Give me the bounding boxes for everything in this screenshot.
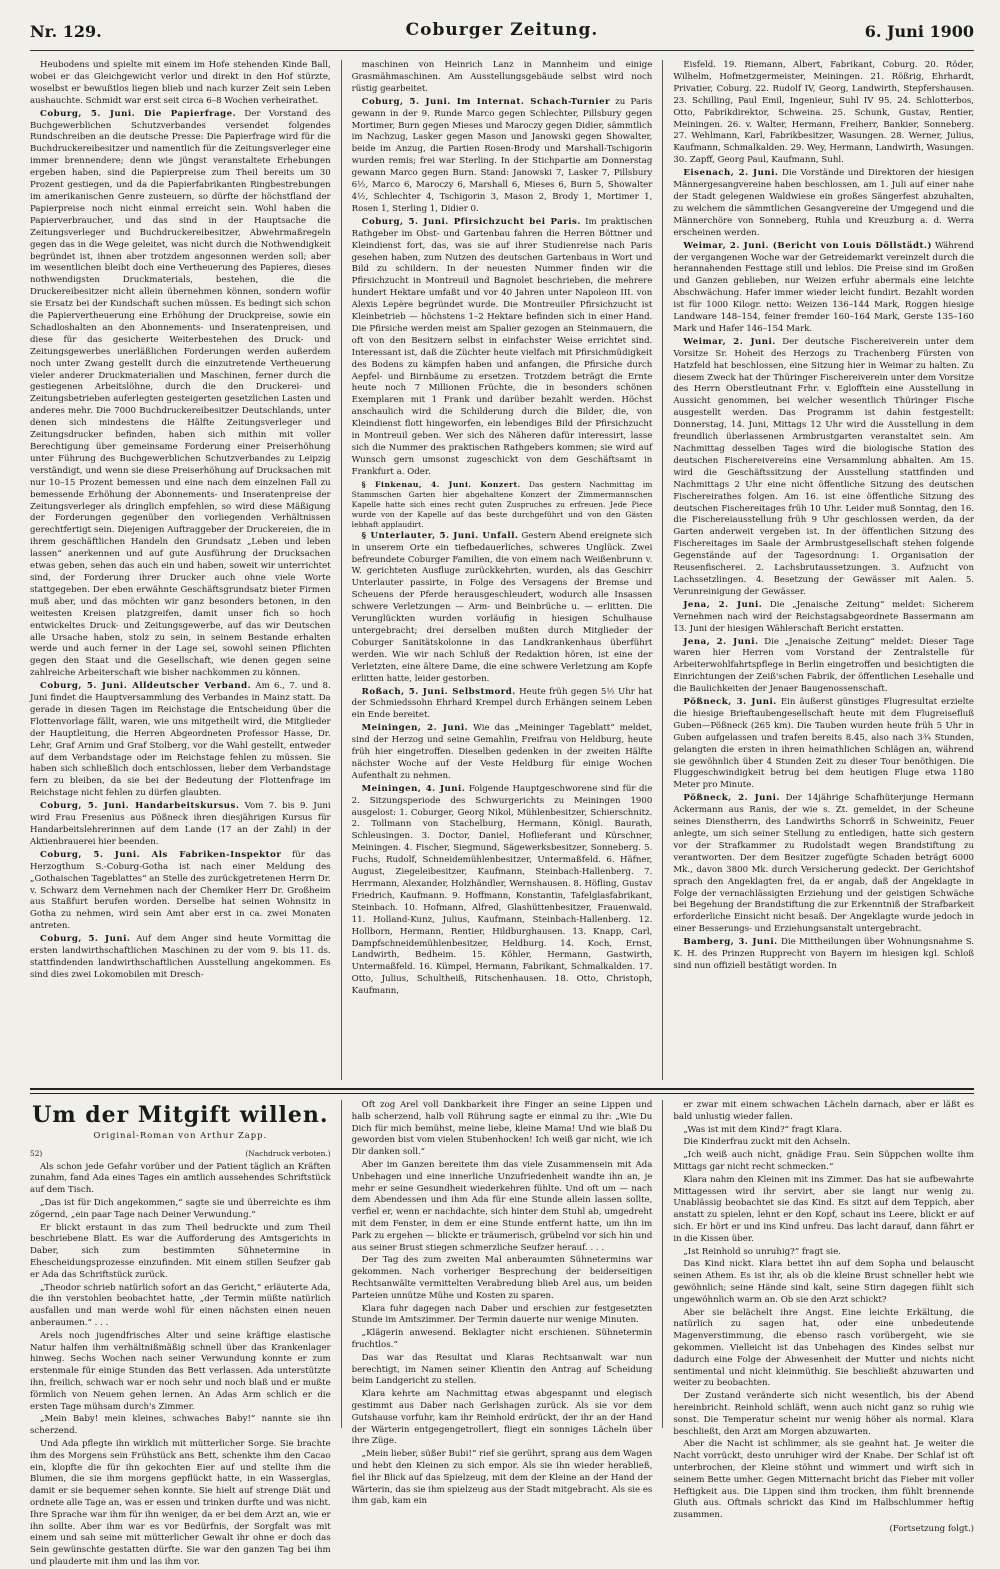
feuilleton-column-3 bbox=[673, 1100, 975, 1534]
article-paragraph bbox=[673, 697, 974, 792]
news-column-2 bbox=[352, 60, 653, 1080]
novel-paragraph: er zwar mit einem schwachen Lächeln darnach, aber er läßt es bald unlustig wieder fallen. bbox=[673, 1100, 975, 1122]
novel-paragraph: „Mein Baby! mein kleines, schwaches Baby!“ nannte sie ihn scherzend. bbox=[30, 1414, 331, 1437]
article-heading: Coburg, 5. Juni. Die Papierfrage. bbox=[40, 108, 237, 119]
novel-paragraph: Aber die Nacht ist schlimmer, als sie geahnt hat. Je weiter die Nacht vorrückt, desto unruhiger wird der Knabe. Der Schlaf ist oft unterbrochen, der Kleine stöhnt und wimmert und wirft sich in seinem Bette umher. Gegen Mitternacht bricht das Fieber mit voller Heftigkeit aus. Die Lippen sind ihm trocken, ihm fühlt brennende Gluth aus. Oftmals schrickt das Kind im Halbschlummer heftig zusammen. bbox=[673, 1439, 975, 1521]
novel-paragraph: Und Ada pflegte ihn wirklich mit mütterlicher Sorge. Sie brachte ihm des Morgens sein Frühstück ans Bett, schenkte ihm den Cacao ein, klopfte die für ihn gekochten Eier auf und stellte ihm die Blumen, die sie ihm morgens gepflückt hatte, in ein Wasserglas, damit er sie bequemer sehen konnte. Sie hielt auf strenge Diät und ordnete alle Tage an, was er essen und trinken durfte und was nicht. Ihre Sprache war ihm für ihn weniger, da er bei dem Arzt an, wie er ihn sollte. Aber ihm war es vor Bedürfnis, der Sorgfalt was mit einem und sah seine mit mütterlicher Gewalt ihr ohne er doch das Sein gewünschte gestatten dürfte. Sie war den ganzen Tag bei ihm und plauderte mit ihm und las ihm vor. bbox=[30, 1438, 331, 1567]
novel-paragraph: „Ich weiß auch nicht, gnädige Frau. Sein Süppchen wollte ihm Mittags gar nicht recht schmecken.“ bbox=[673, 1150, 975, 1172]
article-paragraph bbox=[30, 109, 331, 681]
novel-paragraph: Aber sie belächelt ihre Angst. Eine leichte Erkältung, die natürlich zu sagen hat, oder eine unbedeutende Magenverstimmung, die ebenso rasch vorübergeht, wie sie gekommen. Vielleicht ist das Unbehagen des Kindes selbst nur dadurch eine Folge der Abwesenheit der Mutter und nichts nicht sentimental und nicht kleinmüthig. Sie beschließt abzuwarten und weiter zu beobachten. bbox=[673, 1307, 975, 1389]
article-paragraph bbox=[352, 784, 653, 998]
article-heading: Jena, 2. Juni. bbox=[683, 599, 763, 610]
issue-date: 6. Juni 1900 bbox=[864, 22, 974, 41]
article-paragraph bbox=[673, 793, 974, 936]
article-paragraph bbox=[352, 531, 653, 686]
article-text: Eisfeld. 19. Riemann, Albert, Fabrikant, Coburg. 20. Röder, Wilhelm, Hofmetzgermeister, Meiningen. 21. Rößrig, Ehrhardt, Privatier, Coburg. 22. Rudolf IV, Georg, Landwirth, Stepfershausen. 23. Schilling, Paul Emil, Ingenieur, Suhl IV 95. 24. Schlotterbos, Otto, Fabrikdirektor, Schweina. 25. Schunk, Gustav, Rentier, Meiningen. 26. v. Walter, Hermann, Freiherr, Bankier, Sonneberg. 27. Wehlmann, Karl, Fabrikbesitzer, Wasungen. 28. Werner, Julius, Kaufmann, Schmalkalden. 29. Wey, Hermann, Landwirth, Wasungen. 30. Zapff, Georg Paul, Kaufmann, Suhl. bbox=[673, 60, 975, 166]
novel-paragraph: Die Kinderfrau zuckt mit den Achseln. bbox=[683, 1137, 851, 1148]
article-text: Während der vergangenen Woche war der Getreidemarkt vereinzelt durch die herannahenden Festtage still und leblos. Die Preise sind im Großen und Ganzen geblieben, nur Weizen erfuhr abermals eine leichte Abschwächung. Hafer immer wieder leicht fundirt. Bezahlt worden ist für 1000 Kilogr. netto: Weizen 136–144 Mark, Roggen hiesige Landware 148–154, feiner fremder 160–164 Mark, Gerste 135–160 Mark und Hafer 146–154 Mark. bbox=[673, 240, 975, 334]
column-divider bbox=[662, 1100, 663, 1428]
article-text: Am 6., 7. und 8. Juni findet die Hauptversammlung des Verbandes in Mainz statt. Da gerade in diesen Tagen im Reichstage die Entscheidung über die Flottenvorlage fällt, waren, wie uns mitgetheilt wird, die Mitglieder der Hauptleitung, die Herren Abgeordneten Professor Hasse, Dr. Lehr, Graf Arnim und Graf Stolberg, vor die Wahl gestellt, entweder auf dem Verbandstage oder im Reichstage fehlen zu müssen. Sie haben sich schließlich doch entschlossen, lieber dem Verbandstage fern zu bleiben, da sie bei der Bedeutung der Flottenfrage im Reichstage nicht fehlen zu dürfen glaubten. bbox=[30, 681, 331, 799]
masthead bbox=[30, 16, 974, 51]
novel-paragraph: „Klägerin anwesend. Beklagter nicht erschienen. Sühnetermin fruchtlos.“ bbox=[351, 1328, 653, 1350]
article-text: Der Vorstand des Buchgewerblichen Schutzverbandes versendet folgendes Rundschreiben an die deutsche Presse: Die Papierfrage wird für die Buchdruckereibesitzer und namentlich für die Zeitungsverleger eine immer brennendere; denn wie jüngst veranstaltete Erhebungen ergeben haben, sind die Papierpreise zum Theil bereits um 30 Prozent gestiegen, und da die Papierfabrikanten Ringbestrebungen im amerikanischen Genre zusteuern, so dürfte der höchstfland der Papierpreise noch nicht einmal erreicht sein. Wohl haben die Papierverbraucher, und das sind in der Hauptsache die Zeitungsverleger und Buchdruckereibesitzer, Abwehrmaßregeln gegen das in die Wege geleitet, was nicht durch die Nothwendigkeit begründet ist, ihnen aber trotzdem angesonnen werden soll; aber im wesentlichen bleibt doch eine Vertheuerung des Papieres, dieses nothwendigsten Druckmaterials, bestehen, die die Druckereibesitzer nicht allein übernehmen können, sondern wofür sie Ersatz bei der Kundschaft suchen müssen. Es bedingt sich schon die Papiervertheuerung eine Erhöhung der Druckpreise, sowie ein Schadloshalten an den Abonnements- und Inseratenpreisen, und diese für das gesicherte Weiterbestehen des Druck- und Zeitungsgewerbes unerläßlichen Forderungen werden außerdem noch unter Zwang gestellt durch die einzutretende Vertheuerung vieler anderer Druckmaterialien und Maschinen, ferner durch die gestiegenen Arbeitslöhne, durch die den Druckerei- und Zeitungsbetrieben auferlegten gesteigerten gesetzlichen Lasten und anderes mehr. Die 7000 Buchdruckereibesitzer Deutschlands, unter denen sich mindestens die Hälfte Zeitungsverleger und Zeitungsdrucker befinden, haben sich mithin mit voller Berechtigung über gemeinsame Forderung einer Preiserhöhung unter Führung des Buchgewerblichen Schutzverbandes zu Leipzig verständigt, und wenn sie diese Preiserhöhung auf Drucksachen mit nur 10–15 Prozent bemessen und eine nach dem einzelnen Fall zu bemessende Erhöhung der Abonnements- und Inseratenpreise der Zeitungsverleger als dringlich empfehlen, so wird diese Mäßigung der Forderungen gegenüber den vorliegenden Verhältnissen gerechtfertigt sein. Diejenigen Auftraggeber der Druckereien, die in ihrem geschäftlichen Handeln den Grundsatz „Leben und leben lassen“ anerkennen und auf gute Ausführung der Drucksachen etwas geben, sehen das auch ein und haben, soweit wir unterrichtet sind, der Forderung ihrer Drucker auch ohne viele Worte stattgegeben. Der eben erwähnte Geschäftsgrundsatz bieter Firmen muß aber, und das möchten wir ganz besonders betonen, in den weitesten Kreisen platzgreifen, damit unser fich so hoch entwickeltes Druck- und Zeitungsgewerbe, auf das wir Deutschen alle Ursache haben, stolz zu sein, in seinem Bestande erhalten werde und auch ferner in der Lage sei, sowohl seinen Pflichten gegen den Staat und die Gesellschaft, wie denen gegen seine zahlreiche Arbeiterschaft wie bisher nachkommen zu können. bbox=[30, 108, 331, 679]
article-heading: Weimar, 2. Juni. bbox=[683, 336, 776, 347]
article-paragraph bbox=[352, 97, 653, 216]
issue-number: Nr. 129. bbox=[30, 22, 102, 41]
newspaper-title: Coburger Zeitung. bbox=[405, 20, 599, 40]
novel-paragraph: „Mein lieber, süßer Bubi!“ rief sie gerührt, sprang aus dem Wagen und hebt den Kleinen zu sich empor. Als sie ihn wieder herabließ, fiel ihr Blick auf das Spielzeug, mit dem der Kleine an der Hand der Wärterin, das sie ihm spielzeug aus der Stadt mitgebracht. Als sie es ihm gab, kam ein bbox=[351, 1449, 653, 1507]
article-paragraph bbox=[673, 337, 974, 599]
article-text: Der 14jährige Schafhüterjunge Hermann Ackermann aus Ranis, der wie s. Zt. gemeldet, in der Scheune seines Dienstherrn, des Landwirths Schorrß in Schweinitz, Feuer anlegte, um sich seiner Stellung zu entledigen, hatte sich gestern vor der Strafkammer zu Rudolstadt wegen Brandstiftung zu verantworten. Der dem Besitzer zugefügte Schaden beträgt 6000 Mk., davon 3800 Mk. durch Versicherung gedeckt. Der Gerichtshof sprach den Angeklagten frei, da er angab, daß der Angeklagte in Folge der vernachlässigten Erziehung und der geistigen Schwäche bei Begehung der Brandstiftung die zur Erkenntniß der Strafbarkeit erforderliche Einsicht nicht besaß. Der Angeklagte wurde jedoch in einer Besserungs- und Erziehungsanstalt untergebracht. bbox=[673, 793, 975, 935]
article-heading: Weimar, 2. Juni. (Bericht von Louis Döllstädt.) bbox=[683, 240, 932, 251]
article-heading: Eisenach, 2. Juni. bbox=[683, 168, 779, 179]
column-divider bbox=[341, 1100, 342, 1428]
article-text: Die „Jenaische Zeitung“ meldet: Sicherem Vernehmen nach wird der Reichstagsabgeordnete Bassermann am 13. Juni der hiesigen Wählerschaft Bericht erstatten. bbox=[673, 599, 975, 634]
novel-paragraph: „Ist Reinhold so unruhig?“ fragt sie. bbox=[683, 1246, 841, 1257]
news-columns bbox=[30, 60, 974, 1080]
article-text: für das Herzogthum S.-Coburg-Gotha ist nach einer Meldung des „Gothaischen Tageblattes“ an Stelle des zurückgetretenen Herrn Dr. v. Schwarz dem Vernehmen nach der Chemiker Herr Dr. Großheim aus Staßfurt berufen worden. Derselbe hat seinen Wohnsitz in Gotha zu nehmen, wird sein Amt aber erst in ca. zwei Monaten antreten. bbox=[30, 849, 331, 932]
article-text: Die „Jenaische Zeitung“ meldet: Dieser Tage waren hier Herren vom Vorstand der Zentralstelle für Arbeiterwohlfahrtspflege in Berlin eingetroffen und besichtigten die Einrichtungen der Zeiß'schen Fabrik, der öffentlichen Lesehalle und die Baulichkeiten der Jenaer Baugenossenschaft. bbox=[673, 636, 975, 695]
article-text: Das gestern Nachmittag im Stammschen Garten hier abgehaltene Konzert der Zimmermannschen Kapelle hatte sich eines recht guten Zuspruches zu erfreuen. Jede Piece wurde von der Kapelle auf das beste durchgeführt und von den Gästen lebhaft applaudirt. bbox=[351, 479, 653, 529]
news-column-1 bbox=[30, 60, 331, 1080]
article-heading: Coburg, 5. Juni. Im Internat. Schach-Turnier bbox=[361, 96, 611, 107]
article-heading: Bamberg, 3. Juni. bbox=[683, 937, 778, 948]
article-paragraph bbox=[673, 637, 974, 697]
novel-paragraph: Als schon jede Gefahr vorüber und der Patient täglich an Kräften zunahm, fand Ada eines Tages ein amtlich aussehendes Schriftstück auf dem Tisch. bbox=[30, 1161, 331, 1196]
newspaper-page bbox=[30, 16, 975, 1567]
column-divider bbox=[341, 60, 342, 1080]
novel-paragraph: Arels noch jugendfrisches Alter und seine kräftige elastische Natur halfen ihm verhältnißmäßig schnell über das Krankenlager hinweg. Sechs Wochen nach seiner Verwundung konnte er zum erstenmale für einige Stunden das Bett verlassen. Ada unterstützte ihn, freilich, schwach war er noch sehr und noch blaß und er mußte förmlich von Neuem gehen lernen. An Adas Arm schlich er die ersten Tage mühsam durch's Zimmer. bbox=[30, 1330, 331, 1412]
article-heading: Coburg, 5. Juni. Als Fabriken-Inspektor bbox=[40, 849, 282, 860]
novel-title: Um der Mitgift willen. bbox=[32, 1102, 329, 1128]
article-heading: Coburg, 5. Juni. Handarbeitskursus. bbox=[40, 801, 240, 812]
article-heading: Coburg, 5. Juni. Alldeutscher Verband. bbox=[40, 681, 252, 692]
article-paragraph bbox=[673, 600, 974, 636]
article-heading: Roßach, 5. Juni. Selbstmord. bbox=[361, 686, 516, 697]
article-paragraph bbox=[30, 60, 331, 108]
article-text: Gestern Abend ereignete sich in unserem Orte ein tiefbedauerliches, schweres Unglück. Zwei befreundete Coburger Familien, die von einem nach Weißenbrunn v. W. gerichteten Ausfluge zurückkehrten, wurden, als das Geschirr Unterlauter passirte, in Folge des Versagens der Bremse und Scheuens der Pferde herausgeschleudert, wodurch alle Insassen schwere Verletzungen — Arm- und Beinbrüche u. — erlitten. Die Verunglückten wurden vorläufig in hiesigen Schulhause untergebracht; drei derselben mußten durch Mitglieder der Coburger Sanitätskolonne in das Landkrankenhaus überführt werden. Wie wir nach Schluß der Redaktion hören, ist eine der Verletzten, eine ältere Dame, die eine schwere Verletzung am Kopfe erlitten hatte, leider gestorben. bbox=[351, 530, 653, 684]
novel-paragraph: „Was ist mit dem Kind?“ fragt Klara. bbox=[683, 1124, 843, 1135]
novel-paragraph: Er blickt erstaunt in das zum Theil bedruckte und zum Theil beschriebene Blatt. Es war die Aufforderung des Amtsgerichts in Daber, sich zum bestimmten Sühnetermine in Ehescheidungsprozesse einzufinden. Mit einem stillen Seufzer gab er Ada das Schriftstück zurück. bbox=[30, 1222, 331, 1280]
article-paragraph bbox=[30, 801, 331, 849]
article-paragraph bbox=[673, 168, 974, 239]
article-paragraph bbox=[673, 241, 974, 336]
novel-paragraph: „Das ist für Dich angekommen,“ sagte sie und überreichte es ihm zögernd, „ein paar Tage nach Deiner Verwundung.“ bbox=[30, 1197, 331, 1220]
novel-meta bbox=[30, 1148, 331, 1160]
article-text: Heubodens und spielte mit einem im Hofe stehenden Kinde Ball, wobei er das Gleichgewicht verlor und direkt in den Hof stürzte, woselbst er bewußtlos liegen blieb und nach kurzer Zeit sein Leben aushauchte. Schmidt war erst seit circa 6–8 Wochen verheirathet. bbox=[30, 60, 331, 106]
article-heading: § Unterlauter, 5. Juni. Unfall. bbox=[361, 530, 519, 541]
feuilleton-section bbox=[30, 1100, 975, 1567]
article-paragraph bbox=[673, 60, 974, 167]
article-text: Ein äußerst günstiges Flugresultat erzielte die hiesige Brieftaubengesellschaft heute mit dem Flugreisefluß Guben—Pößneck (265 km). Die Tauben wurden heute früh 5 Uhr in Guben aufgelassen und trafen bereits 8.45, also nach 3¾ Stunden, gelangten die ersten in ihren heimathlichen Schlägen an, während sie gewöhnlich über 4 Stunden Zeit zu dieser Tour benöthigen. Die Fluggeschwindigkeit betrug bei dem heutigen Fluge etwa 1180 Meter pro Minute. bbox=[673, 697, 975, 791]
article-heading: Coburg, 5. Juni. Pfirsichzucht bei Paris. bbox=[361, 216, 581, 227]
article-paragraph bbox=[352, 60, 653, 96]
feuilleton-column-2 bbox=[351, 1100, 653, 1507]
article-paragraph bbox=[30, 934, 331, 982]
article-text: Der deutsche Fischereiverein unter dem Vorsitze Sr. Hoheit des Herzogs zu Trachenberg Fürsten von Hatzfeld hat beschlossen, eine Sitzung hier in Weimar zu halten. Zu diesem Zweck hat der Thüringer Fischereiverein unter dem Vorsitze des Herrn Oberstleutnant Frhr. v. Eglofftein eine Ausstellung in Aussicht genommen, bei welcher wesentlich Thüringer Fische ausgestellt werden. Das Programm ist dahin festgestellt: Donnerstag, 14. Juni, Mittags 12 Uhr wird die Ausstellung in dem freundlich überlassenen Armbrustgarten veranstaltet sein. Am Nachmittag desselben Tages wird die biologische Station des deutschen Fischereivereins eine Versammlung abhalten. Am 15. wird die Geschäftssitzung der Ausstellung stattfinden und Nachmittags 2 Uhr eine nicht öffentliche Sitzung des deutschen Fischereirathes folgen. Am 16. ist eine öffentliche Sitzung des deutschen Fischereitages früh 10 Uhr. Leider muß Sonntag, den 16. die Fischereiausstellung früh 9 Uhr geschlossen werden, da der Garten anderweit vergeben ist. In der öffentlichen Sitzung des Fischereitages im Saale der Armbrustgesellschaft stehen folgende Gegenstände auf der Tagesordnung: 1. Organisation der Reusenfischerei. 2. Lachsbrutaussetzungen. 3. Aufzucht von Lachssetzlingen. 4. Besetzung der Gewässer mit Aalen. 5. Verunreinigung der Gewässer. bbox=[673, 336, 975, 597]
article-paragraph bbox=[352, 217, 653, 479]
article-text: Die Mittheilungen über Wohnungsnahme S. K. H. des Prinzen Rupprecht von Bayern im hiesigen kgl. Schloß sind nun offiziell bestätigt worden. In bbox=[673, 937, 975, 971]
article-heading: Pößneck, 3. Juni. bbox=[683, 697, 777, 708]
article-text: Heute früh gegen 5½ Uhr hat der Schmiedssohn Ehrhard Krempel durch Erhängen seinem Leben ein Ende bereitet. bbox=[351, 686, 653, 721]
article-paragraph bbox=[30, 850, 331, 933]
feuilleton-divider bbox=[30, 1088, 974, 1094]
episode-number: 52) bbox=[30, 1148, 43, 1158]
article-text: zu Paris gewann in der 9. Runde Marco gegen Schlechter, Pillsbury gegen Mortimer, Burn gegen Mieses und Maroczy gegen Didier, sämmtlich im Nachzug, Lasker gegen Mason und Janowski gegen Showalter, beide im Anzug, die Partien Rosen-Brody und Marshall-Tschigorin wurden remis; frei war Sterling. In der Stichpartie am Donnerstag gewann Marco gegen Burn. Stand: Janowski 7, Lasker 7, Pillsbury 6½, Marco 6, Maroczy 6, Marshall 6, Mieses 6, Burn 5, Showalter 4½, Schlechter 4, Tschigorin 3, Mason 2, Brody 1, Mortimer 1, Rosen 1, Sterling 1, Didier 0. bbox=[351, 96, 653, 214]
continuation-note: (Fortsetzung folgt.) bbox=[889, 1523, 975, 1534]
novel-paragraph: Das war das Resultat und Klaras Rechtsanwalt war nun berechtigt, im Namen seiner Klientin den Antrag auf Scheidung beim Landgericht zu stellen. bbox=[351, 1352, 653, 1387]
news-column-3 bbox=[673, 60, 974, 1080]
novel-paragraph: Klara kehrte am Nachmittag etwas abgespannt und elegisch gestimmt aus Daber nach Gerlshagen zurück. Als sie vor dem Gutshause vorfuhr, kam ihr Reinhold erdrückt, der ihr an der Hand der Wärterin entgegengetrollert, fliegt ein sonniges Lächeln über ihre Züge. bbox=[351, 1389, 653, 1447]
feuilleton-column-1 bbox=[30, 1100, 331, 1567]
article-text: Folgende Hauptgeschworene sind für die 2. Sitzungsperiode des Schwurgerichts zu Meiningen 1900 ausgelost: 1. Coburger, Georg Nikol, Mühlenbesitzer, Schierschnitz. 2. Tollmann von Stachelburg, Hermann, Königl. Baurath, Schleusingen. 3. Doctor, Daniel, Hoflieferant und Kürschner, Meiningen. 4. Fischer, Siegmund, Sägewerksbesitzer, Sonneberg. 5. Fuchs, Rudolf, Schneidemühlenbesitzer, Untermaßfeld. 6. Häfner, August, Ziegeleibesitzer, Kaufmann, Steinbach-Hallenberg. 7. Herrmann, Alexander, Holzhändler, Wernshausen. 8. Höfling, Gustav Friedrich, Kaufmann. 9. Hoffmann, Konstantin, Tafelglasfabrikant, Steinbach. 10. Hofmann, Alfred, Glashüttenbesitzer, Frauenwald. 11. Holland-Kunz, Julius, Kaufmann, Steinbach-Hallenberg. 12. Hollborn, Hermann, Rentier, Hildburghausen. 13. Knapp, Carl, Dampfschneidemühlenbesitzer, Heldburg. 14. Koch, Ernst, Landwirth, Bedheim. 15. Köhler, Hermann, Gastwirth, Untermaßfeld. 16. Kümpel, Hermann, Fabrikant, Schmalkalden. 17. Otto, Julius, Schultheiß, Ritschenhausen. 18. Otto, Christoph, Kaufmann, bbox=[351, 783, 653, 997]
novel-paragraph: Der Tag des zum zweiten Mal anberaumten Sühnetermins war gekommen. Nach vorheriger Besprechung der beiderseitigen Rechtsanwälte vermittelten Verabredung blieb Arel aus, um beiden Parteien unnütze Mühe und Kosten zu sparen. bbox=[351, 1255, 653, 1301]
article-heading: § Finkenau, 4. Juni. Konzert. bbox=[361, 479, 521, 489]
article-heading: Pößneck, 2. Juni. bbox=[683, 793, 780, 804]
article-heading: Jena, 2. Juni. bbox=[683, 636, 759, 647]
article-heading: Meiningen, 2. Juni. bbox=[361, 723, 469, 734]
reprint-notice: (Nachdruck verboten.) bbox=[245, 1148, 331, 1158]
column-divider bbox=[662, 60, 663, 1080]
article-heading: Meiningen, 4. Juni. bbox=[361, 783, 466, 794]
article-paragraph bbox=[352, 480, 653, 530]
novel-paragraph: Der Zustand veränderte sich nicht wesentlich, bis der Abend hereinbricht. Reinhold schläft, wenn auch nicht ganz so ruhig wie sonst. Die Temperatur scheint nur wenig höher als normal. Klara beschließt, den Arzt am Morgen abzuwarten. bbox=[673, 1391, 975, 1437]
novel-paragraph: Klara nahm den Kleinen mit ins Zimmer. Das hat sie aufbewahrte Mittagessen wird ihr servirt, aber sie langt nur wenig zu. Unablässig beobachtet sie das Kind. Es sitzt auf dem Teppich, aber anstatt zu spielen, lehnt er den Kopf, schaut ins Leere, blickt er auf sich. Er hört er und ins Kind unfreu. Das lacht darauf, dann fährt er in die Kissen über. bbox=[673, 1174, 975, 1244]
article-paragraph bbox=[673, 937, 974, 973]
article-text: Die Vorstände und Direktoren der hiesigen Männergesangvereine haben beschlossen, am 1. Juli auf einer nahe der Stadt gelegenen Waldwiese ein großes Sängerfest abzuhalten, zu welchem die sämmtlichen Gesangvereine der Umgegend und die Männerchöre von Sonneberg, Ruhla und Kreuzburg a. d. Werra erscheinen werden. bbox=[673, 168, 975, 238]
novel-paragraph: Das Kind nickt. Klara bettet ihn auf dem Sopha und belauscht seinen Athem. Es ist ihr, als ob die kleine Brust schneller hebt wie gewöhnlich; seine Hände sind kalt, seine Stirn dagegen fühlt sich ungewöhnlich warm an. Ob sie den Arzt schickt? bbox=[673, 1259, 975, 1305]
article-text: Auf dem Anger sind heute Vormittag die ersten landwirthschaftlichen Maschinen zu der vom 9. bis 11. ds. stattfindenden landwirthschaftlichen Ausstellung angekommen. Es sind dies zwei Lokomobilen mit Dresch- bbox=[30, 934, 331, 980]
novel-paragraph: Oft zog Arel voll Dankbarkeit ihre Finger an seine Lippen und halb scherzend, halb voll Rührung sagte er einmal zu ihr: „Wie Du Dich für mich bemühst, meine liebe, kleine Mama! Und wie blaß Du geworden bist vom vielen Stubenhocken! Ich weiß gar nicht, wie ich Dir danken soll.“ bbox=[351, 1100, 653, 1158]
article-text: Vom 7. bis 9. Juni wird Frau Fresenius aus Pößneck ihren diesjährigen Kursus für Handarbeitslehrerinnen auf dem Lande (17 an der Zahl) in der Aktienbrauerei hier beenden. bbox=[30, 801, 331, 847]
novel-paragraph: „Theodor schrieb natürlich sofort an das Gericht,“ erläuterte Ada, die ihn verstohlen beobachtet hatte, „der Termin müßte natürlich ausfallen und man werde wohl für einen nächsten einen neuen anberaumen.“ . . . bbox=[30, 1282, 331, 1328]
novel-subtitle: Original-Roman von Arthur Zapp. bbox=[93, 1130, 268, 1140]
article-text: maschinen von Heinrich Lanz in Mannheim und einige Grasmähmaschinen. Am Ausstellungsgebäude selbst wird noch rüstig gearbeitet. bbox=[351, 60, 653, 94]
article-paragraph bbox=[352, 723, 653, 783]
article-text: Wie das „Meininger Tageblatt“ meldet, sind der Herzog und seine Gemahlin, Freifrau von Heldburg, heute früh hier eingetroffen. Dieselben gedenken in der zweiten Hälfte nächster Woche auf der Veste Heldburg für einige Wochen Aufenthalt zu nehmen. bbox=[351, 723, 653, 781]
article-text: Im praktischen Rathgeber im Obst- und Gartenbau fahren die Herren Böttner und Kleindienst fort, das, was sie auf ihrer Studienreise nach Paris gesehen haben, zum Nutzen des deutschen Gartenbaus in Wort und Bild zu schildern. In der neuesten Nummer finden wir die Pfirsichzucht in Montreuil und Bagnolet beschrieben, die mehrere hundert Hektare umfaßt und vor 40 Jahren unter Napoleon III. von Alexis Lepère begründet wurde. Die Montreuiler Pfirsichzucht ist Kleinbetrieb — höchstens 1–2 Hektare befinden sich in einer Hand. Die Pfirsiche werden meist am Spalier gezogen an Steinmauern, die oft von den Besitzern selbst in einfachster Weise errichtet sind. Interessant ist, daß die Züchter heute vielfach mit Pfirsichmüdigkeit des Bodens zu kämpfen haben und anfangen, die Pfirsiche durch Aepfel- und Birnbäume zu ersetzen. Trotzdem beträgt die Ernte heute noch 7 Millionen Früchte, die in besonders schönen Exemplaren mit 1 Frank und darüber bezahlt werden. Höchst anschaulich wird die Schilderung durch die Bilder, die, von Kleindienst flott hingeworfen, ein lebendiges Bild der Pfirsichzucht in Montreuil geben. Wer sich des Näheren dafür interessirt, lasse sich die Nummer des praktischen Rathgebers kommen; sie wird auf Wunsch gern umsonst zugeschickt von dem Geschäftsamt in Frankfurt a. Oder. bbox=[351, 216, 653, 477]
novel-paragraph: Aber im Ganzen bereitete ihm das viele Zusammensein mit Ada Unbehagen und eine innerliche Unzufriedenheit wandte ihn an, je mehr er seine Gesundheit wiederkehren fühlte. Und oft um — nach dem Abendessen und ihm Ada für eine Stunde allein lassen sollte, verfiel er, wenn er nachdachte, sich hinter dem Stuhl ab, umgedreht mit dem Fenster, in dem er eine Stunde entfernt hatte, um ihn im Park zu ergehen — blickte er träumerisch, grübelnd vor sich hin und aus seiner Brust stiegen schmerzliche Seufzer herauf. . . . bbox=[351, 1159, 653, 1253]
article-paragraph bbox=[30, 681, 331, 800]
article-paragraph bbox=[352, 687, 653, 723]
article-heading: Coburg, 5. Juni. bbox=[40, 934, 131, 945]
novel-paragraph: Klara fuhr dagegen nach Daber und erschien zur festgesetzten Stunde im Amtszimmer. Der Termin dauerte nur wenige Minuten. bbox=[351, 1303, 653, 1326]
